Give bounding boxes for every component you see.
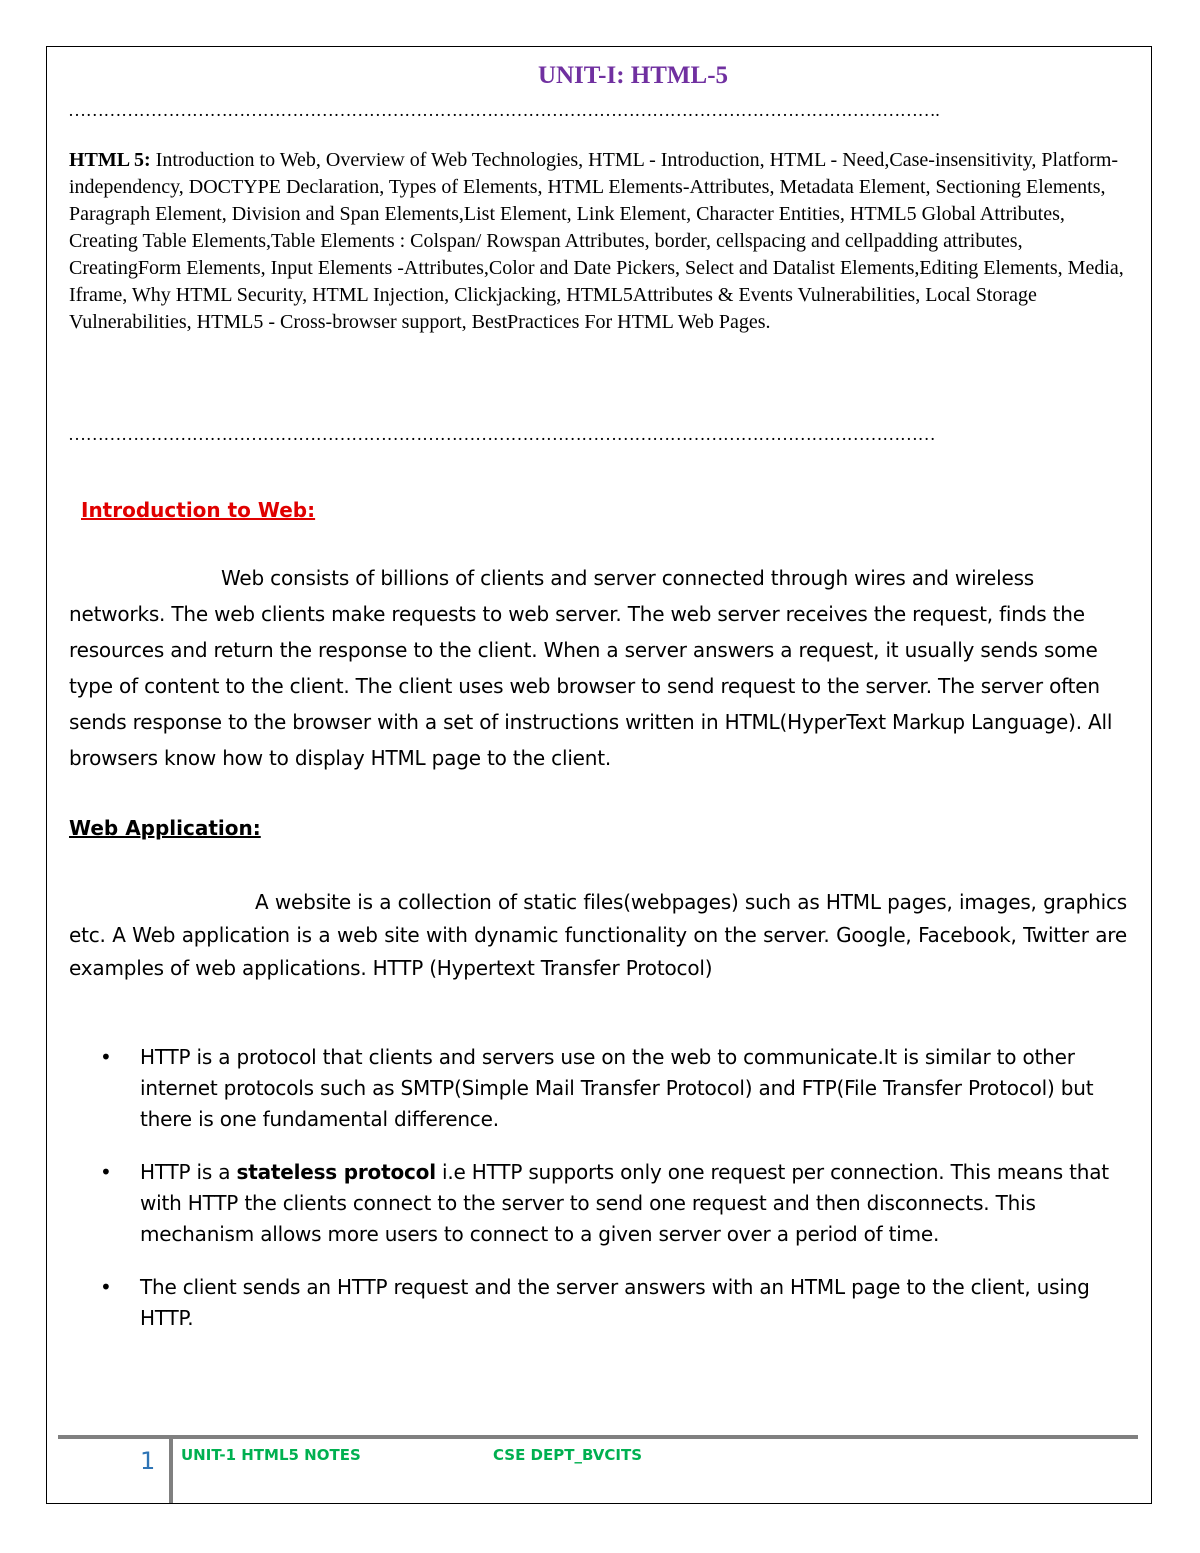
bullet-icon: • [100,1275,112,1299]
bullet-text: The client sends an HTTP request and the server answers with an HTML page to the client, using HTTP. [140,1275,1090,1330]
page-number: 1 [140,1447,156,1475]
bullet-bold-term: stateless protocol [236,1160,436,1184]
webapp-heading: Web Application: [69,816,261,840]
footer-left-text: UNIT-1 HTML5 NOTES [181,1446,361,1464]
syllabus-text: Introduction to Web, Overview of Web Technologies, HTML - Introduction, HTML - Need,Case-insensitivity, Platform-independency, DOCTYPE Declaration, Types of Elements, HTML Elements-Attributes, Metadata Element, Sectioning Elements, Paragraph Element, Division and Span Elements,List Element, Link Element, Character Entities, HTML5 Global Attributes, Creating Table Elements,Table Elements : Colspan/ Rowspan Attributes, border, cellspacing and cellpadding attributes, CreatingForm Elements, Input Elements -Attributes,Color and Date Pickers, Select and Datalist Elements,Editing Elements, Media, Iframe, Why HTML Security, HTML Injection, Clickjacking, HTML5Attributes & Events Vulnerabilities, Local Storage Vulnerabilities, HTML5 - Cross-browser support, BestPractices For HTML Web Pages. [69,149,1124,333]
list-item [69,1272,1131,1334]
webapp-paragraph: A website is a collection of static files(webpages) such as HTML pages, images, graphics etc. A Web application is a web site with dynamic functionality on the server. Google, Facebook, Twitter are examples of web applications. HTTP (Hypertext Transfer Protocol) [69,890,1127,980]
bullet-text: i.e HTTP supports only one request per connection. This means that with HTTP the clients connect to the server to send one request and then disconnects. This mechanism allows more users to connect to a given server over a period of time. [140,1160,1109,1246]
list-item [69,1042,1131,1135]
bullet-icon: • [100,1045,112,1069]
bullet-text: HTTP is a [140,1160,237,1184]
intro-heading: Introduction to Web: [81,498,316,522]
dotted-separator-top: …………………………………………………………………………………………………………………………………. [68,100,940,120]
syllabus-label: HTML 5: [69,149,151,171]
bullet-text: HTTP is a protocol that clients and servers use on the web to communicate.It is similar to other internet protocols such as SMTP(Simple Mail Transfer Protocol) and FTP(File Transfer Protocol) but there is one fundamental difference. [140,1045,1094,1131]
intro-paragraph: Web consists of billions of clients and server connected through wires and wireless networks. The web clients make requests to web server. The web server receives the request, finds the resources and return the response to the client. When a server answers a request, it usually sends some type of content to the client. The client uses web browser to send request to the server. The server often sends response to the browser with a set of instructions written in HTML(HyperText Markup Language). All browsers know how to display HTML page to the client. [69,566,1113,770]
footer-right-text: CSE DEPT_BVCITS [493,1446,643,1464]
footer-divider [169,1435,173,1503]
footer-rule [58,1435,1138,1439]
syllabus-block [69,147,1133,336]
dotted-separator-bottom: ………………………………………………………………………………………………………………………………… [68,424,936,444]
list-item [69,1157,1131,1250]
http-bullet-list [69,1042,1131,1356]
bullet-icon: • [100,1160,112,1184]
unit-title: UNIT-I: HTML-5 [537,62,729,89]
